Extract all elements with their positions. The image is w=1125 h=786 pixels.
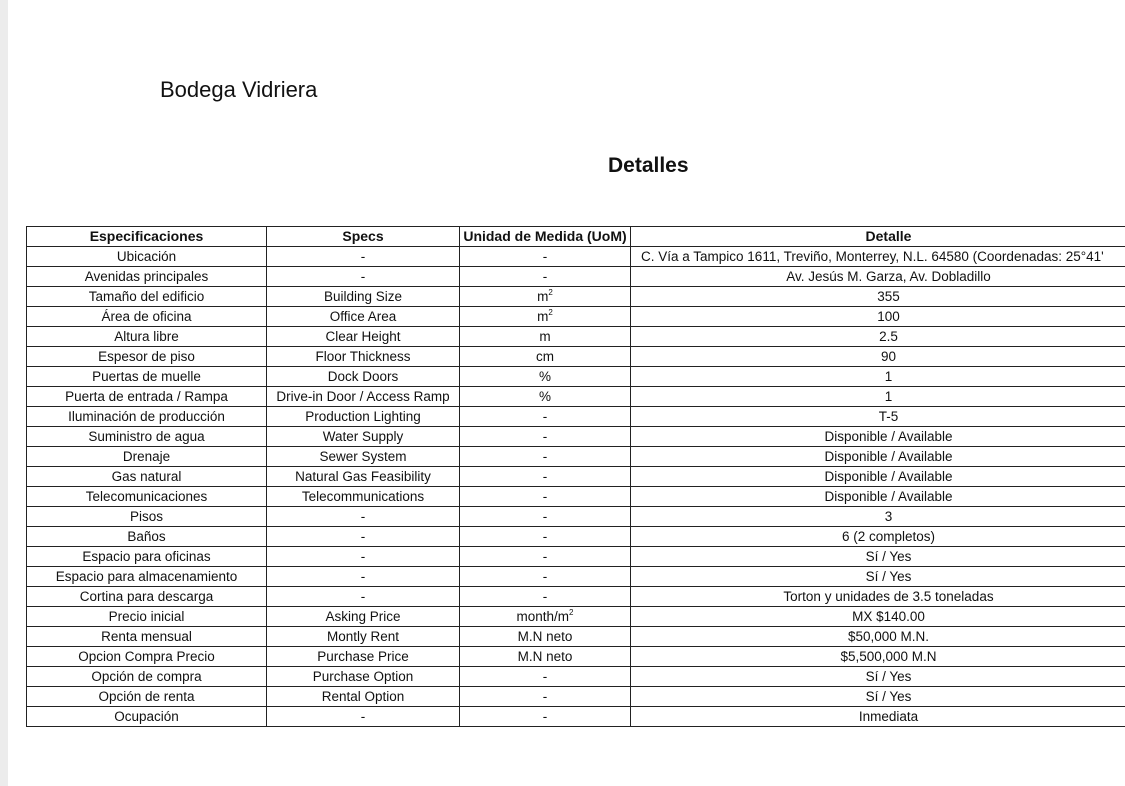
uom-text: %: [538, 389, 551, 404]
cell-spec: Drive-in Door / Access Ramp: [267, 387, 460, 407]
cell-uom: [460, 247, 631, 267]
table-row: [27, 367, 1125, 387]
cell-uom: [460, 527, 631, 547]
table-header-row: [27, 227, 1125, 247]
header-uom: Unidad de Medida (UoM): [460, 227, 631, 247]
cell-spec: -: [267, 567, 460, 587]
uom-text: -: [542, 249, 548, 264]
cell-uom: [460, 687, 631, 707]
uom-text: -: [542, 529, 548, 544]
cell-especificacion: Telecomunicaciones: [27, 487, 267, 507]
cell-uom: [460, 587, 631, 607]
cell-spec: Purchase Price: [267, 647, 460, 667]
uom-text: -: [542, 689, 548, 704]
cell-especificacion: Gas natural: [27, 467, 267, 487]
cell-spec: Natural Gas Feasibility: [267, 467, 460, 487]
uom-text: M.N neto: [517, 629, 573, 644]
table-row: [27, 607, 1125, 627]
cell-uom: [460, 647, 631, 667]
table-row: [27, 267, 1125, 287]
cell-detalle: Av. Jesús M. Garza, Av. Dobladillo: [631, 267, 1125, 287]
cell-especificacion: Pisos: [27, 507, 267, 527]
cell-detalle: 90: [631, 347, 1125, 367]
cell-especificacion: Baños: [27, 527, 267, 547]
cell-detalle: 1: [631, 387, 1125, 407]
cell-uom: [460, 507, 631, 527]
cell-especificacion: Opción de renta: [27, 687, 267, 707]
cell-especificacion: Altura libre: [27, 327, 267, 347]
cell-detalle: $50,000 M.N.: [631, 627, 1125, 647]
cell-uom: [460, 267, 631, 287]
cell-especificacion: Precio inicial: [27, 607, 267, 627]
cell-detalle: Disponible / Available: [631, 467, 1125, 487]
table-row: [27, 707, 1125, 727]
table-body: [27, 247, 1125, 727]
cell-detalle: Inmediata: [631, 707, 1125, 727]
uom-text: -: [542, 569, 548, 584]
uom-text: -: [542, 549, 548, 564]
cell-spec: -: [267, 547, 460, 567]
table-row: [27, 587, 1125, 607]
cell-detalle: 2.5: [631, 327, 1125, 347]
table-row: [27, 247, 1125, 267]
table-row: [27, 467, 1125, 487]
uom-text: -: [542, 469, 548, 484]
cell-especificacion: Renta mensual: [27, 627, 267, 647]
uom-text: -: [542, 409, 548, 424]
table-row: [27, 547, 1125, 567]
cell-uom: [460, 567, 631, 587]
cell-spec: -: [267, 707, 460, 727]
cell-detalle: Sí / Yes: [631, 567, 1125, 587]
cell-detalle: Sí / Yes: [631, 547, 1125, 567]
cell-especificacion: Ocupación: [27, 707, 267, 727]
cell-spec: Asking Price: [267, 607, 460, 627]
uom-text: -: [542, 589, 548, 604]
cell-uom: [460, 427, 631, 447]
table-row: [27, 287, 1125, 307]
cell-spec: -: [267, 527, 460, 547]
cell-especificacion: Puertas de muelle: [27, 367, 267, 387]
uom-text: m: [539, 329, 551, 344]
table-row: [27, 627, 1125, 647]
table-row: [27, 647, 1125, 667]
cell-especificacion: Avenidas principales: [27, 267, 267, 287]
uom-superscript: 2: [548, 288, 553, 297]
cell-uom: [460, 287, 631, 307]
cell-spec: -: [267, 267, 460, 287]
uom-superscript: 2: [569, 608, 574, 617]
cell-detalle: T-5: [631, 407, 1125, 427]
document-page: [8, 0, 1125, 786]
cell-uom: [460, 367, 631, 387]
uom-text: -: [542, 429, 548, 444]
cell-especificacion: Suministro de agua: [27, 427, 267, 447]
cell-uom: [460, 707, 631, 727]
cell-detalle: Sí / Yes: [631, 667, 1125, 687]
section-title: Detalles: [608, 154, 689, 177]
cell-especificacion: Opcion Compra Precio: [27, 647, 267, 667]
cell-spec: Building Size: [267, 287, 460, 307]
cell-spec: -: [267, 247, 460, 267]
cell-especificacion: Área de oficina: [27, 307, 267, 327]
cell-spec: Dock Doors: [267, 367, 460, 387]
cell-uom: [460, 327, 631, 347]
table-row: [27, 487, 1125, 507]
cell-detalle: 6 (2 completos): [631, 527, 1125, 547]
cell-especificacion: Opción de compra: [27, 667, 267, 687]
cell-uom: [460, 447, 631, 467]
cell-spec: Floor Thickness: [267, 347, 460, 367]
cell-uom: [460, 487, 631, 507]
cell-especificacion: Espacio para oficinas: [27, 547, 267, 567]
cell-especificacion: Cortina para descarga: [27, 587, 267, 607]
uom-text: m: [537, 289, 549, 304]
cell-uom: [460, 307, 631, 327]
uom-text: %: [538, 369, 551, 384]
uom-text: -: [542, 449, 548, 464]
cell-detalle: 100: [631, 307, 1125, 327]
uom-superscript: 2: [548, 308, 553, 317]
uom-text: cm: [536, 349, 554, 364]
table-row: [27, 507, 1125, 527]
cell-spec: -: [267, 587, 460, 607]
cell-especificacion: Ubicación: [27, 247, 267, 267]
uom-text: -: [542, 269, 548, 284]
table-row: [27, 567, 1125, 587]
header-specs: Specs: [267, 227, 460, 247]
table-row: [27, 347, 1125, 367]
cell-uom: [460, 387, 631, 407]
uom-text: -: [542, 669, 548, 684]
cell-spec: Sewer System: [267, 447, 460, 467]
cell-detalle: Disponible / Available: [631, 447, 1125, 467]
cell-uom: [460, 627, 631, 647]
cell-detalle: 1: [631, 367, 1125, 387]
uom-text: -: [542, 489, 548, 504]
table-row: [27, 407, 1125, 427]
cell-especificacion: Espacio para almacenamiento: [27, 567, 267, 587]
table-row: [27, 687, 1125, 707]
cell-spec: Water Supply: [267, 427, 460, 447]
cell-especificacion: Tamaño del edificio: [27, 287, 267, 307]
uom-text: -: [542, 509, 548, 524]
uom-text: -: [542, 709, 548, 724]
cell-uom: [460, 467, 631, 487]
cell-especificacion: Espesor de piso: [27, 347, 267, 367]
cell-especificacion: Iluminación de producción: [27, 407, 267, 427]
cell-detalle: 3: [631, 507, 1125, 527]
cell-uom: [460, 667, 631, 687]
cell-spec: -: [267, 507, 460, 527]
cell-spec: Production Lighting: [267, 407, 460, 427]
cell-spec: Office Area: [267, 307, 460, 327]
header-especificaciones: Especificaciones: [27, 227, 267, 247]
table-row: [27, 427, 1125, 447]
table-row: [27, 327, 1125, 347]
table-row: [27, 307, 1125, 327]
table-row: [27, 447, 1125, 467]
cell-detalle: Torton y unidades de 3.5 toneladas: [631, 587, 1125, 607]
cell-detalle: 355: [631, 287, 1125, 307]
cell-uom: [460, 547, 631, 567]
table-row: [27, 527, 1125, 547]
uom-text: month/m: [516, 609, 570, 624]
table-row: [27, 667, 1125, 687]
specs-table: [26, 226, 1125, 727]
cell-spec: Telecommunications: [267, 487, 460, 507]
cell-detalle: MX $140.00: [631, 607, 1125, 627]
uom-text: M.N neto: [517, 649, 573, 664]
cell-detalle: Sí / Yes: [631, 687, 1125, 707]
cell-especificacion: Drenaje: [27, 447, 267, 467]
cell-detalle: Disponible / Available: [631, 427, 1125, 447]
cell-spec: Rental Option: [267, 687, 460, 707]
header-detalle: Detalle: [631, 227, 1125, 247]
cell-especificacion: Puerta de entrada / Rampa: [27, 387, 267, 407]
cell-detalle: $5,500,000 M.N: [631, 647, 1125, 667]
document-title: Bodega Vidriera: [160, 77, 318, 102]
cell-spec: Montly Rent: [267, 627, 460, 647]
table-row: [27, 387, 1125, 407]
cell-detalle: Disponible / Available: [631, 487, 1125, 507]
cell-spec: Purchase Option: [267, 667, 460, 687]
cell-detalle: C. Vía a Tampico 1611, Treviño, Monterrey, N.L. 64580 (Coordenadas: 25°41': [631, 247, 1125, 267]
cell-uom: [460, 407, 631, 427]
cell-spec: Clear Height: [267, 327, 460, 347]
cell-uom: [460, 347, 631, 367]
cell-uom: [460, 607, 631, 627]
uom-text: m: [537, 309, 549, 324]
